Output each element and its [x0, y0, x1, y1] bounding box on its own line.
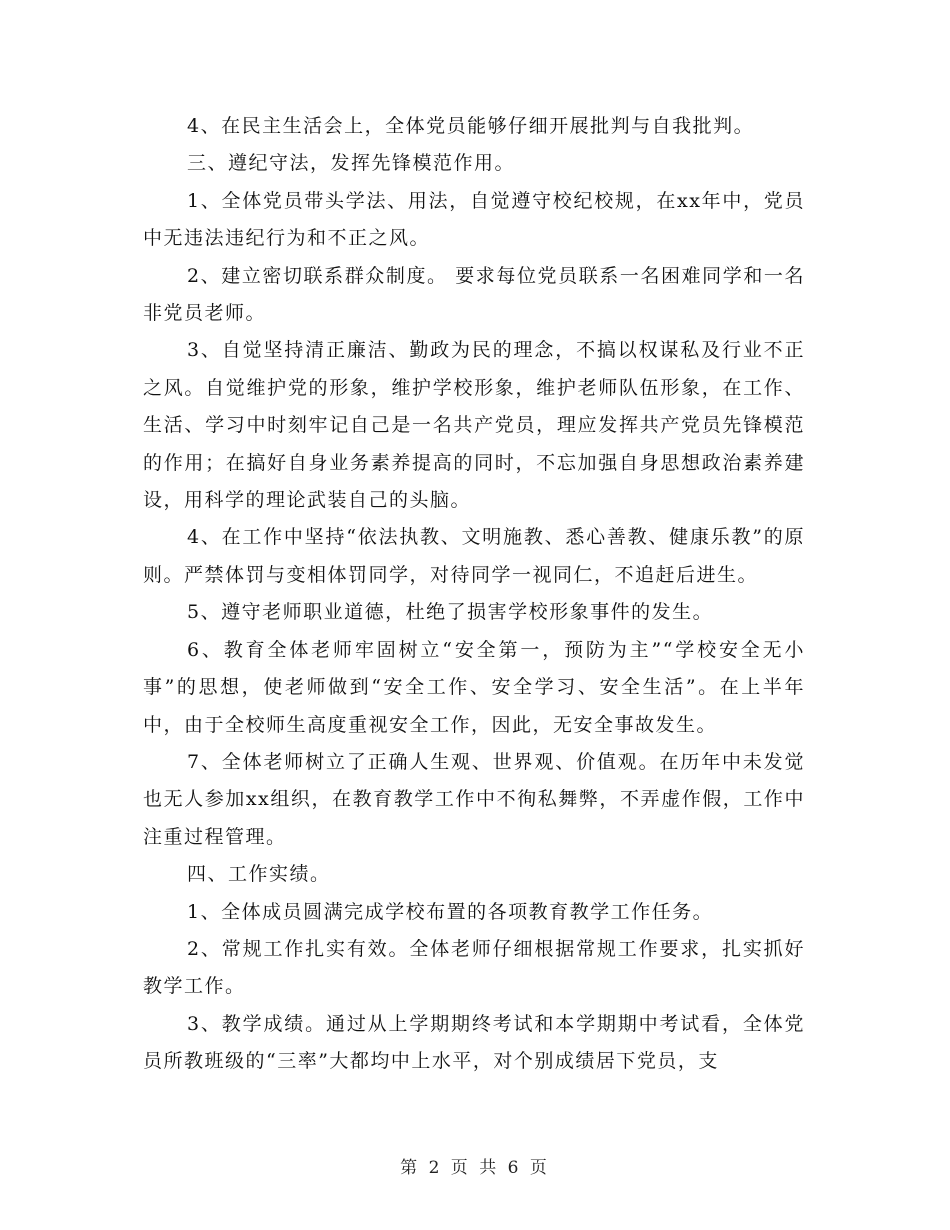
paragraph-routine-work: 2、常规工作扎实有效。全体老师仔细根据常规工作要求，扎实抓好教学工作。	[143, 937, 805, 998]
paragraph-professional-ethics: 5、遵守老师职业道德，杜绝了损害学校形象事件的发生。	[187, 601, 714, 624]
paragraph-obey-law: 1、全体党员带头学法、用法，自觉遵守校纪校规，在xx年中，党员中无违法违纪行为和不正之风。	[143, 189, 805, 250]
paragraph-integrity: 3、自觉坚持清正廉洁、勤政为民的理念，不搞以权谋私及行业不正之风。自觉维护党的形象，维护学校形象，维护老师队伍形象，在工作、生活、学习中时刻牢记自己是一名共产党员，理应发挥共产党员先锋模范的作用；在搞好自身业务素养提高的同时，不忘加强自身思想政治素养建设，用科学的理论武装自己的头脑。	[143, 339, 805, 512]
paragraph-tasks-completed: 1、全体成员圆满完成学校布置的各项教育教学工作任务。	[187, 900, 714, 923]
document-body	[143, 108, 805, 1081]
paragraph-teaching-results: 3、教学成绩。通过从上学期期终考试和本学期期中考试看，全体党员所教班级的“三率”大都均中上水平，对个别成绩居下党员，支	[143, 1012, 805, 1073]
page-number-footer: 第 2 页 共 6 页	[400, 1158, 550, 1178]
paragraph-teaching-principles: 4、在工作中坚持“依法执教、文明施教、悉心善教、健康乐教”的原则。严禁体罚与变相体罚同学，对待同学一视同仁，不追赶后进生。	[143, 526, 805, 586]
paragraph-safety-education: 6、教育全体老师牢固树立“安全第一，预防为主”“学校安全无小事”的思想，使老师做到“安全工作、安全学习、安全生活”。在上半年中，由于全校师生高度重视安全工作，因此，无安全事故发生。	[143, 638, 805, 736]
paragraph-values: 7、全体老师树立了正确人生观、世界观、价值观。在历年中未发觉也无人参加xx组织，在教育教学工作中不徇私舞弊，不弄虚作假，工作中注重过程管理。	[143, 750, 805, 848]
section-heading-achievements: 四、工作实绩。	[187, 863, 331, 886]
paragraph-contact-masses: 2、建立密切联系群众制度。 要求每位党员联系一名困难同学和一名非党员老师。	[143, 264, 805, 325]
paragraph-democratic-life-meeting: 4、在民主生活会上，全体党员能够仔细开展批判与自我批判。	[187, 115, 755, 137]
section-heading-discipline: 三、遵纪守法，发挥先锋模范作用。	[187, 152, 516, 175]
